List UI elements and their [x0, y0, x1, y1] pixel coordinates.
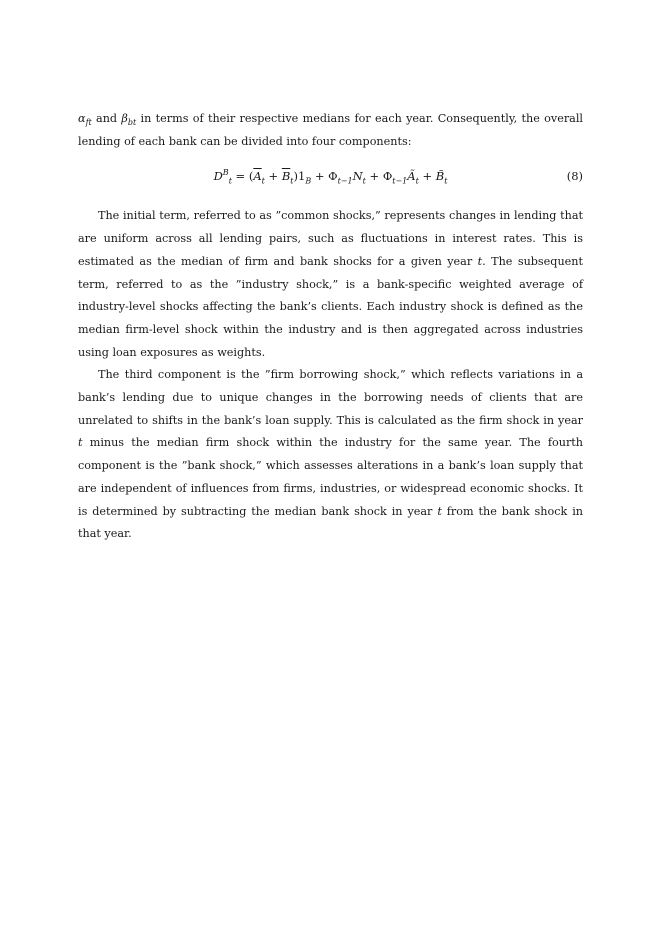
equation-body: [78, 168, 583, 186]
eq-phi2-sub: t−1: [392, 176, 408, 186]
eq-plus-phi-2: + Φ: [365, 169, 393, 184]
firm-text-a: The third component is the ”firm borrowing shock,” which reflects variations in a bank’s lending due to unique changes in the borrowing needs of clients that are unrelated to shifts in the bank’s loan supply. This is calculated as the firm shock in year: [78, 368, 583, 427]
eq-close-one: )1: [293, 169, 306, 184]
eq-B-bar: $\overline{B}$: [281, 169, 291, 184]
firm-shock-paragraph: [78, 364, 583, 546]
eq-plus-4: +: [418, 169, 436, 184]
eq-A-bar: $\overline{A}$: [253, 169, 262, 184]
common-text-b: . The subsequent term, referred to as the ”industry shock,” is a bank-specific weighted average of industry-level shocks affecting the bank’s clients. Each industry shock is defined as the median firm-level shock within the industry and is then aggregated across industries using loan exposures as weights.: [78, 254, 583, 359]
common-var-t: t: [477, 254, 483, 268]
eq-D-sub: t: [228, 176, 232, 186]
eq-equals: = (: [231, 169, 254, 184]
eq-plus-1: +: [264, 169, 282, 184]
beta-subscript: bt: [127, 118, 137, 128]
page-body: [78, 108, 583, 546]
intro-paragraph: [78, 108, 583, 153]
common-shocks-paragraph: [78, 205, 583, 364]
eq-D: D: [213, 169, 223, 184]
eq-B-tilde-sub: t: [444, 176, 448, 186]
eq-phi1-sub: t−1: [337, 176, 353, 186]
eq-plus-phi-1: + Φ: [311, 169, 338, 184]
eq-B-tilde: B̃: [435, 169, 445, 184]
firm-text-c: from the bank shock in that year.: [78, 504, 583, 541]
eq-A-tilde: Ã: [407, 169, 416, 184]
eq-A-tilde-sub: t: [415, 176, 419, 186]
eq-A-sub: t: [261, 176, 265, 186]
alpha-subscript: ft: [85, 118, 92, 128]
eq-D-sup: B: [222, 168, 229, 178]
common-text-a: The initial term, referred to as ”common shocks,” represents changes in lending that are uniform across all lending pairs, such as fluctuations in interest rates. This is estimated as the median of firm and bank shocks for a given year: [78, 209, 583, 268]
eq-N: N: [352, 169, 363, 184]
eq-N-sub: t: [362, 176, 366, 186]
and-word: and: [91, 112, 122, 125]
firm-text-b: minus the median firm shock within the industry for the same year. The fourth component is the ”bank shock,” which assesses alterations in a bank’s loan supply that are independent of influences from firms, industries, or widespread economic shocks. It is determined by subtracting the median bank shock in year: [78, 436, 583, 518]
intro-text: in terms of their respective medians for each year. Consequently, the overall lending of each bank can be divided into four components:: [78, 112, 584, 148]
alpha-symbol: α: [78, 112, 86, 125]
firm-var-t2: t: [437, 504, 442, 518]
equation-number: (8): [566, 169, 583, 184]
equation-8: [78, 169, 583, 191]
firm-var-t1: t: [78, 436, 83, 450]
beta-symbol: β: [121, 112, 128, 125]
eq-B-sub: t: [290, 176, 294, 186]
eq-one-sub: B: [305, 176, 312, 186]
